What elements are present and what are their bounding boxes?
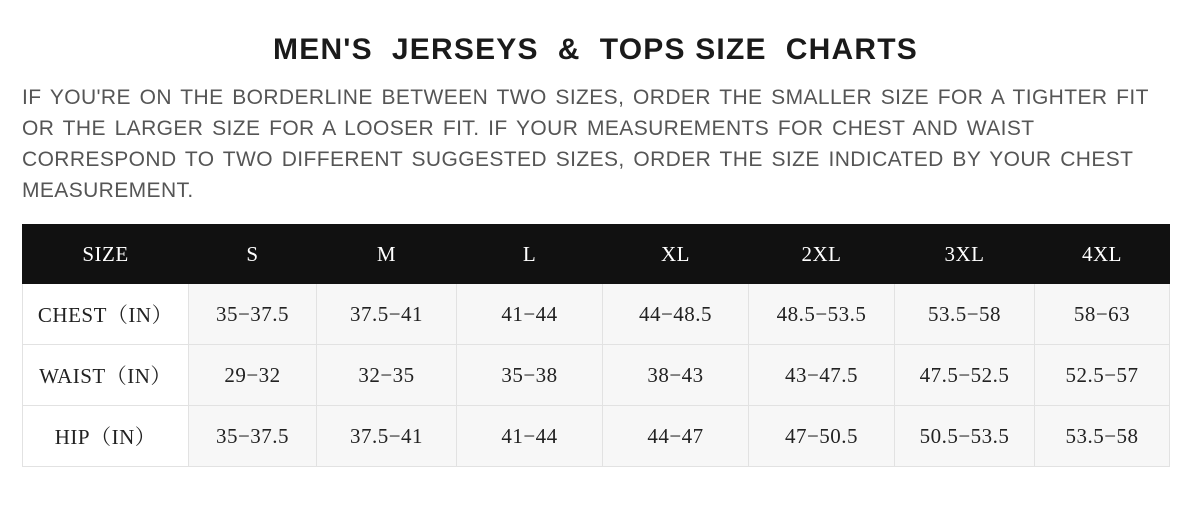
size-chart-table-wrapper (0, 206, 1191, 467)
size-chart-table (22, 224, 1170, 467)
column-header-size: SIZE (23, 225, 189, 284)
page-title: MEN'S JERSEYS & TOPS SIZE CHARTS (273, 33, 918, 66)
cell-hip-2xl: 47−50.5 (749, 406, 895, 467)
table-row (23, 406, 1170, 467)
column-header-3xl: 3XL (895, 225, 1035, 284)
cell-waist-s: 29−32 (189, 345, 317, 406)
cell-chest-m: 37.5−41 (317, 284, 457, 345)
column-header-xl: XL (603, 225, 749, 284)
cell-waist-m: 32−35 (317, 345, 457, 406)
column-header-s: S (189, 225, 317, 284)
cell-waist-2xl: 43−47.5 (749, 345, 895, 406)
cell-hip-l: 41−44 (457, 406, 603, 467)
cell-chest-s: 35−37.5 (189, 284, 317, 345)
cell-hip-xl: 44−47 (603, 406, 749, 467)
column-header-2xl: 2XL (749, 225, 895, 284)
column-header-m: M (317, 225, 457, 284)
table-header (23, 225, 1170, 284)
cell-chest-2xl: 48.5−53.5 (749, 284, 895, 345)
table-body (23, 284, 1170, 467)
row-label-chest: CHEST（IN） (23, 284, 189, 345)
table-row (23, 284, 1170, 345)
cell-hip-m: 37.5−41 (317, 406, 457, 467)
cell-chest-3xl: 53.5−58 (895, 284, 1035, 345)
cell-chest-xl: 44−48.5 (603, 284, 749, 345)
cell-waist-l: 35−38 (457, 345, 603, 406)
table-header-row (23, 225, 1170, 284)
intro-paragraph: IF YOU'RE ON THE BORDERLINE BETWEEN TWO SIZES, ORDER THE SMALLER SIZE FOR A TIGHTER FIT OR THE LARGER SIZE FOR A LOOSER FIT. IF YOUR MEASUREMENTS FOR CHEST AND WAIST CORRESPOND TO TWO DIFFERENT SUGGESTED SIZES, ORDER THE SIZE INDICATED BY YOUR CHEST MEASUREMENT. (22, 86, 1149, 202)
row-label-waist: WAIST（IN） (23, 345, 189, 406)
cell-waist-xl: 38−43 (603, 345, 749, 406)
row-label-hip: HIP（IN） (23, 406, 189, 467)
cell-chest-l: 41−44 (457, 284, 603, 345)
cell-chest-4xl: 58−63 (1035, 284, 1170, 345)
table-row (23, 345, 1170, 406)
cell-hip-s: 35−37.5 (189, 406, 317, 467)
cell-hip-3xl: 50.5−53.5 (895, 406, 1035, 467)
cell-waist-3xl: 47.5−52.5 (895, 345, 1035, 406)
cell-hip-4xl: 53.5−58 (1035, 406, 1170, 467)
cell-waist-4xl: 52.5−57 (1035, 345, 1170, 406)
column-header-l: L (457, 225, 603, 284)
column-header-4xl: 4XL (1035, 225, 1170, 284)
